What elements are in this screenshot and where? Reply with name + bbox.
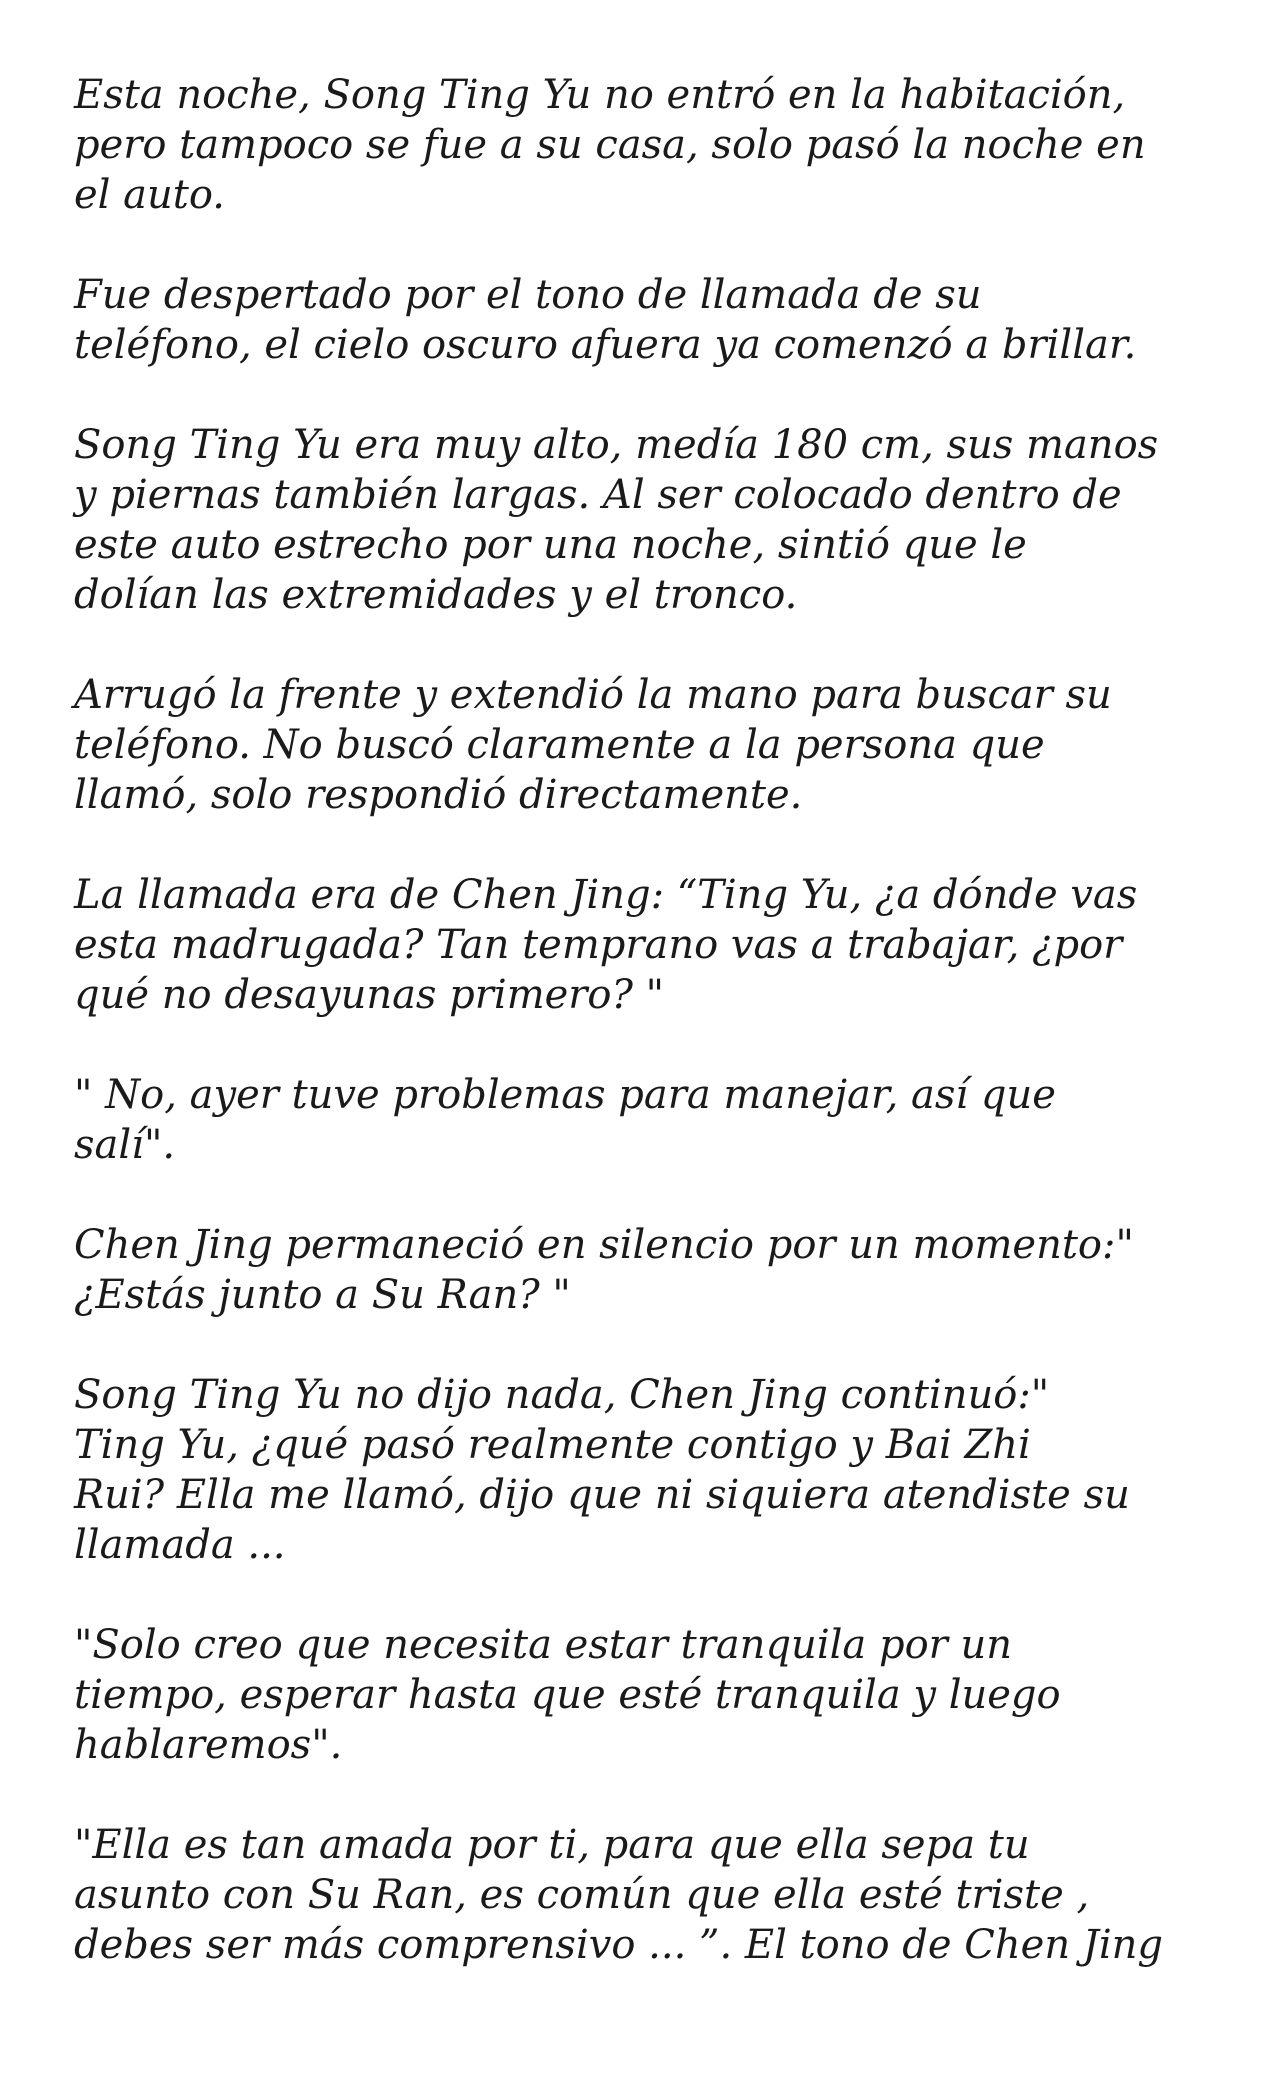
text-line: y piernas también largas. Al ser colocado dentro de [74, 472, 1122, 518]
text-line: "Solo creo que necesita estar tranquila por un [74, 1622, 1013, 1668]
text-line: salí". [74, 1122, 176, 1168]
text-line: esta madrugada? Tan temprano vas a trabajar, ¿por [74, 922, 1123, 968]
paragraph-9 [74, 1620, 1234, 1770]
text-line: Esta noche, Song Ting Yu no entró en la habitación, [74, 72, 1126, 118]
text-line: el auto. [74, 172, 225, 218]
paragraph-1 [74, 70, 1234, 220]
paragraph-8 [74, 1370, 1234, 1570]
text-line: ¿Estás junto a Su Ran? " [74, 1272, 571, 1318]
text-line: este auto estrecho por una noche, sintió que le [74, 522, 1027, 568]
text-line: Chen Jing permaneció en silencio por un momento:" [74, 1222, 1134, 1268]
paragraph-4 [74, 670, 1234, 820]
text-line: qué no desayunas primero? " [74, 972, 665, 1018]
paragraph-5 [74, 870, 1234, 1020]
text-line: tiempo, esperar hasta que esté tranquila y luego [74, 1672, 1061, 1718]
text-line: Ting Yu, ¿qué pasó realmente contigo y Bai Zhi [74, 1422, 1031, 1468]
text-line: Fue despertado por el tono de llamada de su [74, 272, 982, 318]
text-line: Song Ting Yu era muy alto, medía 180 cm, sus manos [74, 422, 1159, 468]
text-line: dolían las extremidades y el tronco. [74, 572, 798, 618]
text-line: "Ella es tan amada por ti, para que ella sepa tu [74, 1822, 1030, 1868]
text-line: La llamada era de Chen Jing: “Ting Yu, ¿a dónde vas [74, 872, 1138, 918]
text-line: Song Ting Yu no dijo nada, Chen Jing continuó:" [74, 1372, 1050, 1418]
text-line: asunto con Su Ran, es común que ella esté triste , [74, 1872, 1090, 1918]
text-line: hablaremos". [74, 1722, 343, 1768]
paragraph-6 [74, 1070, 1234, 1170]
text-line: debes ser más comprensivo ... ”. El tono de Chen Jing [74, 1922, 1164, 1968]
text-line: Arrugó la frente y extendió la mano para buscar su [74, 672, 1112, 718]
text-line: pero tampoco se fue a su casa, solo pasó la noche en [74, 122, 1146, 168]
paragraph-7 [74, 1220, 1234, 1320]
paragraph-2 [74, 270, 1234, 370]
text-line: Rui? Ella me llamó, dijo que ni siquiera atendiste su [74, 1472, 1130, 1518]
paragraph-10 [74, 1820, 1234, 1970]
paragraph-3 [74, 420, 1234, 620]
text-body [74, 70, 1234, 2020]
text-line: " No, ayer tuve problemas para manejar, así que [74, 1072, 1056, 1118]
text-line: teléfono, el cielo oscuro afuera ya comenzó a brillar. [74, 322, 1137, 368]
text-line: llamada ... [74, 1522, 286, 1568]
text-line: teléfono. No buscó claramente a la persona que [74, 722, 1045, 768]
text-line: llamó, solo respondió directamente. [74, 772, 803, 818]
